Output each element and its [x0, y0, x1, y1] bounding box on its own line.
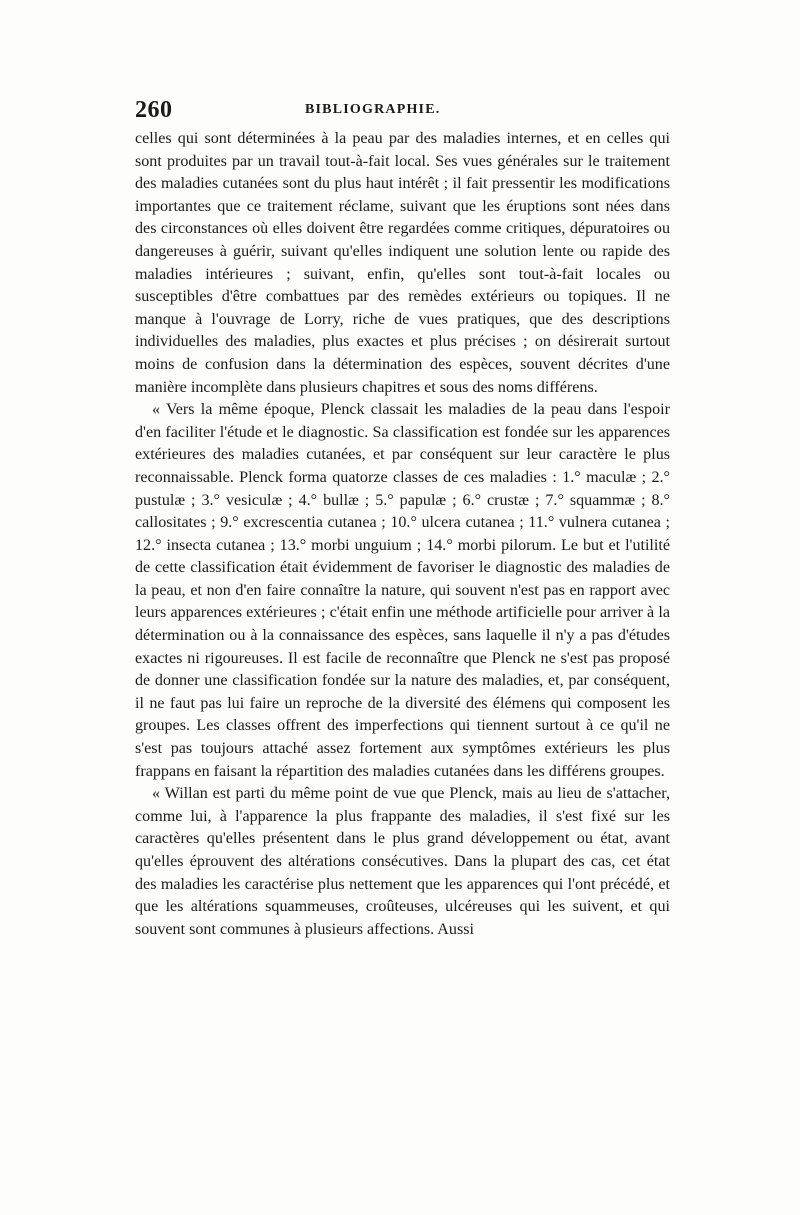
page-number: 260 [135, 97, 173, 123]
page-header [135, 97, 670, 127]
paragraph-willan: « Willan est parti du même point de vue que Plenck, mais au lieu de s'attacher, comme lui, à l'apparence la plus frappante des maladies, il s'est fixé sur les caractères qu'elles présentent dans le plus grand développement ou état, avant qu'elles éprouvent des altérations consécutives. Dans la plupart des cas, cet état des maladies les caractérise plus nettement que les apparences qui l'ont précédé, et que les altérations squammeuses, croûteuses, ulcéreuses qui les suivent, et qui souvent sont communes à plusieurs affections. Aussi [135, 785, 670, 938]
running-head: BIBLIOGRAPHIE. [305, 102, 441, 117]
page-body [135, 128, 670, 941]
paragraph-lorry: celles qui sont déterminées à la peau par des maladies internes, et en celles qui sont produites par un travail tout-à-fait local. Ses vues générales sur le traitement des maladies cutanées sont du plus haut intérêt ; il fait pressentir les modifications importantes que ce traitement réclame, suivant que les éruptions sont nées dans des circonstances où elles doivent être regardées comme critiques, dépuratoires ou dangereuses à guérir, suivant qu'elles indiquent une solution lente ou rapide des maladies intérieures ; suivant, enfin, qu'elles sont tout-à-fait locales ou susceptibles d'être combattues par des remèdes extérieurs ou topiques. Il ne manque à l'ouvrage de Lorry, riche de vues pratiques, que des descriptions individuelles des maladies, plus exactes et plus précises ; on désirerait surtout moins de confusion dans la détermination des espèces, souvent décrites d'une manière incomplète dans plusieurs chapitres et sous des noms différens. [135, 130, 670, 396]
paragraph-plenck: « Vers la même époque, Plenck classait les maladies de la peau dans l'espoir d'en faciliter l'étude et le diagnostic. Sa classification est fondée sur les apparences extérieures des maladies cutanées, et par conséquent sur leur caractère le plus reconnaissable. Plenck forma quatorze classes de ces maladies : 1.° maculæ ; 2.° pustulæ ; 3.° vesiculæ ; 4.° bullæ ; 5.° papulæ ; 6.° crustæ ; 7.° squammæ ; 8.° callositates ; 9.° excrescentia cutanea ; 10.° ulcera cutanea ; 11.° vulnera cutanea ; 12.° insecta cutanea ; 13.° morbi unguium ; 14.° morbi pilorum. Le but et l'utilité de cette classification était évidemment de favoriser le diagnostic des maladies de la peau, et non d'en faire connaître la nature, qui souvent n'est pas en rapport avec leurs apparences extérieures ; c'était enfin une méthode artificielle pour arriver à la détermination ou à la connaissance des espèces, sans laquelle il n'y a pas d'études exactes ni rigoureuses. Il est facile de reconnaître que Plenck ne s'est pas proposé de donner une classification fondée sur la nature des maladies, et, par conséquent, il ne faut pas lui faire un reproche de la diversité des élémens qui composent les groupes. Les classes offrent des imperfections qui tiennent surtout à ce qu'il ne s'est pas toujours attaché assez fortement aux symptômes extérieurs les plus frappans en faisant la répartition des maladies cutanées dans les différens groupes. [135, 401, 670, 780]
